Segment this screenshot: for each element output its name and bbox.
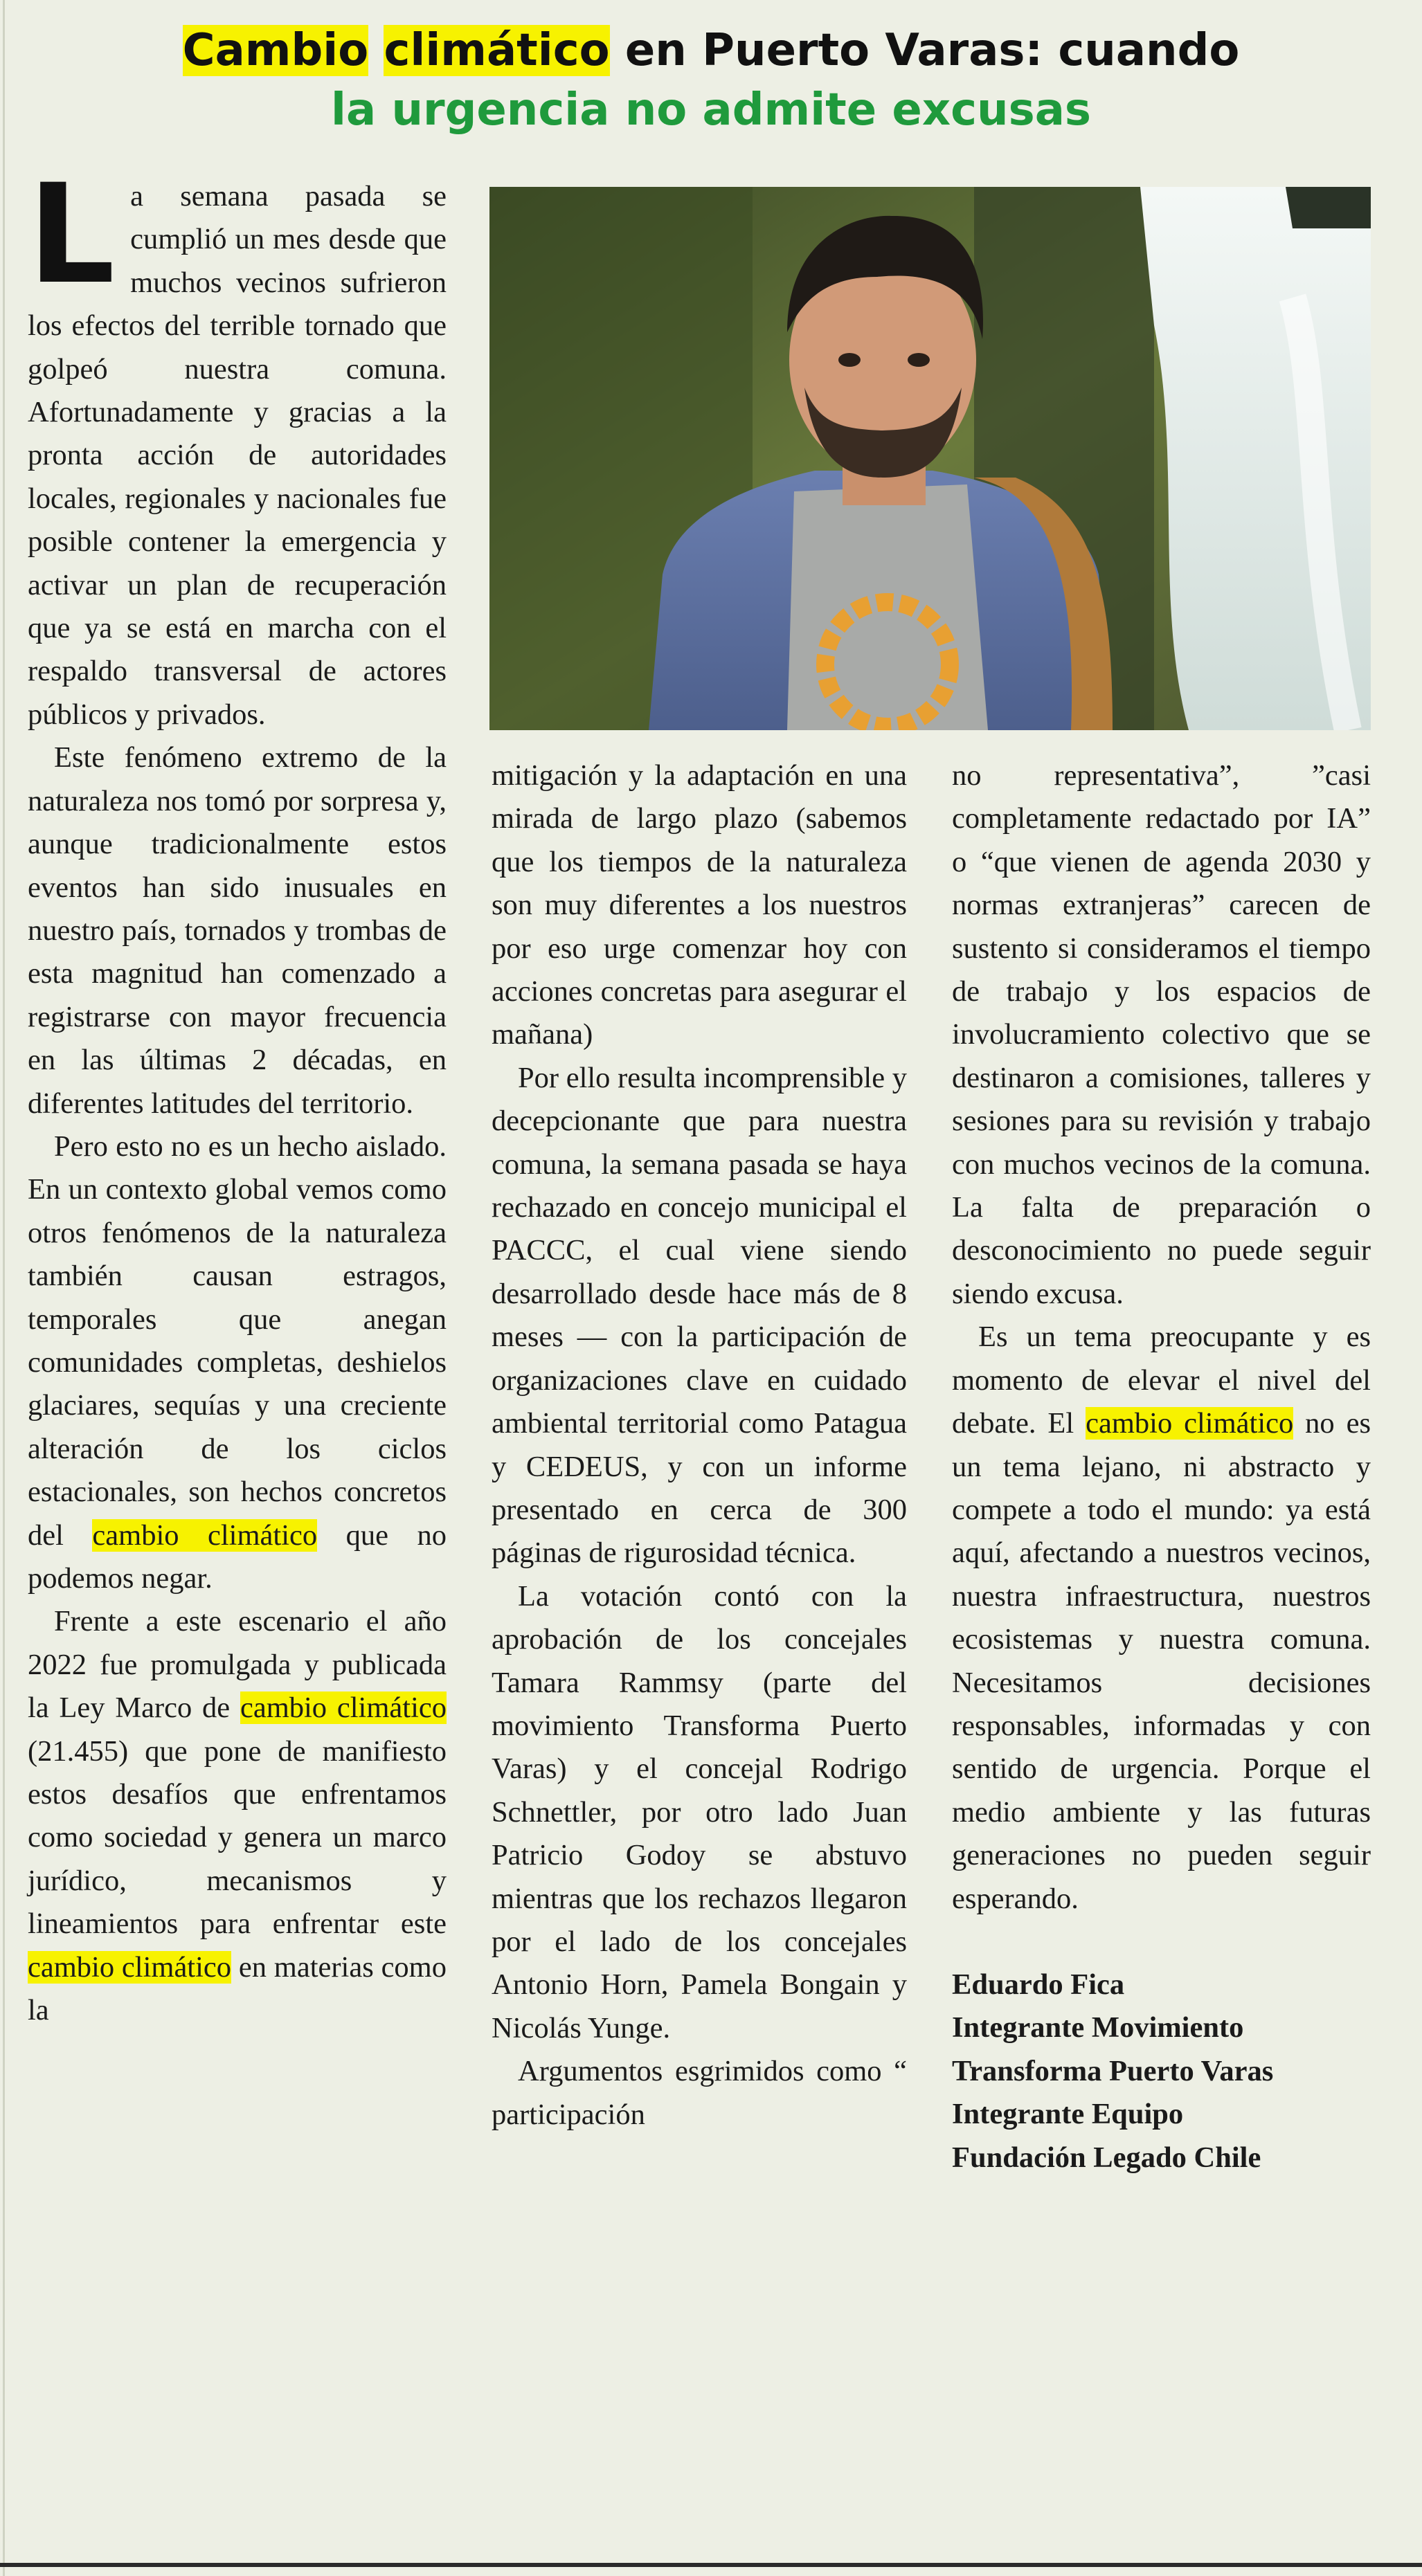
author-role: Fundación Legado Chile	[952, 2141, 1261, 2174]
article-column-1	[28, 154, 447, 2032]
page-edge-line	[3, 0, 5, 2576]
highlighted-term: cambio climático	[92, 1518, 318, 1552]
paragraph: mitigación y la adaptación en una mirada de largo plazo (sabemos que los tiempos de la naturaleza son muy diferentes a los nuestros por eso urge comenzar hoy con acciones concretas para asegurar el mañana)	[492, 759, 907, 1051]
headline-highlight-1: Cambio	[182, 25, 369, 76]
highlighted-term: cambio climático	[1086, 1407, 1294, 1440]
author-role: Transforma Puerto Varas	[952, 2054, 1274, 2087]
paragraph-text: Es un tema preocupante y es momento de elevar el nivel del debate. El	[952, 1321, 1371, 1440]
bottom-rule	[0, 2563, 1422, 2567]
paragraph: La votación contó con la aprobación de los concejales Tamara Rammsy (parte del movimiento Transforma Puerto Varas) y el concejal Rodrigo Schnettler, por otro lado Juan Patricio Godoy se abstuvo mientras que los rechazos llegaron por el lado de los concejales Antonio Horn, Pamela Bongain y Nicolás Yunge.	[492, 1579, 907, 2044]
paragraph: Por ello resulta incomprensible y decepcionante que para nuestra comuna, la semana pasada se haya rechazado en concejo municipal el PACCC, el cual viene siendo desarrollado desde hace más de 8 meses — con la participación de organizaciones clave en cuidado ambiental territorial como Patagua y CEDEUS, y con un informe presentado en cerca de 300 páginas de rigurosidad técnica.	[492, 1061, 907, 1570]
portrait-illustration	[489, 187, 1371, 730]
paragraph-text: Frente a este escenario el año 2022 fue promulgada y publicada la Ley Marco de	[28, 1605, 447, 1725]
author-name: Eduardo Fica	[952, 1968, 1125, 2001]
paragraph	[28, 1600, 447, 2032]
highlighted-term: cambio climático	[28, 1950, 232, 1984]
paragraph	[952, 1316, 1371, 1921]
paragraph-text: que no podemos negar.	[28, 1518, 447, 1595]
author-photo	[489, 187, 1371, 730]
headline	[0, 21, 1422, 140]
headline-line-1	[0, 21, 1422, 80]
headline-rest: en Puerto Varas: cuando	[609, 25, 1240, 76]
author-role: Integrante Movimiento	[952, 2011, 1244, 2044]
paragraph	[28, 1125, 447, 1600]
paragraph-text: en materias como la	[28, 1950, 447, 2027]
paragraph-text: a semana pasada se cumplió un mes desde que muchos vecinos sufrieron los efectos del terrible tornado que golpeó nuestra comuna. Afortunadamente y gracias a la pronta acción de autoridades locales, regionales y nacionales fue posible contener la emergencia y activar un plan de recuperación que ya se está en marcha con el respaldo transversal de actores públicos y privados.	[28, 180, 447, 731]
paragraph: Argumentos esgrimidos como “ participación	[492, 2055, 907, 2131]
paragraph-text: (21.455) que pone de manifiesto estos desafíos que enfrentamos como sociedad y genera un marco jurídico, mecanismos y lineamientos para enfrentar este	[28, 1734, 447, 1941]
paragraph: Este fenómeno extremo de la naturaleza nos tomó por sorpresa y, aunque tradicionalmente estos eventos han sido inusuales en nuestro país, tornados y trombas de esta magnitud han comenzado a registrarse con mayor frecuencia en las últimas 2 décadas, en diferentes latitudes del territorio.	[28, 741, 447, 1120]
highlighted-term: cambio climático	[240, 1691, 447, 1725]
drop-cap: L	[28, 154, 116, 314]
paragraph	[28, 154, 447, 736]
article-column-2	[492, 754, 907, 2137]
paragraph-text: no es un tema lejano, ni abstracto y compete a todo el mundo: ya está aquí, afectando a nuestros vecinos, nuestra infraestructura, nuestros ecosistemas y nuestra comuna. Necesitamos decisiones responsables, informadas y con sentido de urgencia. Porque el medio ambiente y las futuras generaciones no pueden seguir esperando.	[952, 1407, 1371, 1915]
paragraph: no representativa”, ”casi completamente redactado por IA” o “que vienen de agenda 2030 y normas extranjeras” carecen de sustento si consideramos el tiempo de trabajo y los espacios de involucramiento colectivo que se destinaron a comisiones, talleres y sesiones para su revisión y trabajo con muchos vecinos de la comuna. La falta de preparación o desconocimiento no puede seguir siendo excusa.	[952, 759, 1371, 1310]
headline-line-2: la urgencia no admite excusas	[331, 84, 1091, 136]
headline-highlight-2: climático	[384, 25, 610, 76]
author-role: Integrante Equipo	[952, 2098, 1184, 2131]
paragraph-text: Pero esto no es un hecho aislado. En un contexto global vemos como otros fenómenos de la naturaleza también causan estragos, temporales que anegan comunidades completas, deshielos glaciares, sequías y una creciente alteración de los ciclos estacionales, son hechos concretos del	[28, 1130, 447, 1552]
article-column-3	[952, 754, 1371, 2179]
author-signature	[952, 1963, 1371, 2179]
